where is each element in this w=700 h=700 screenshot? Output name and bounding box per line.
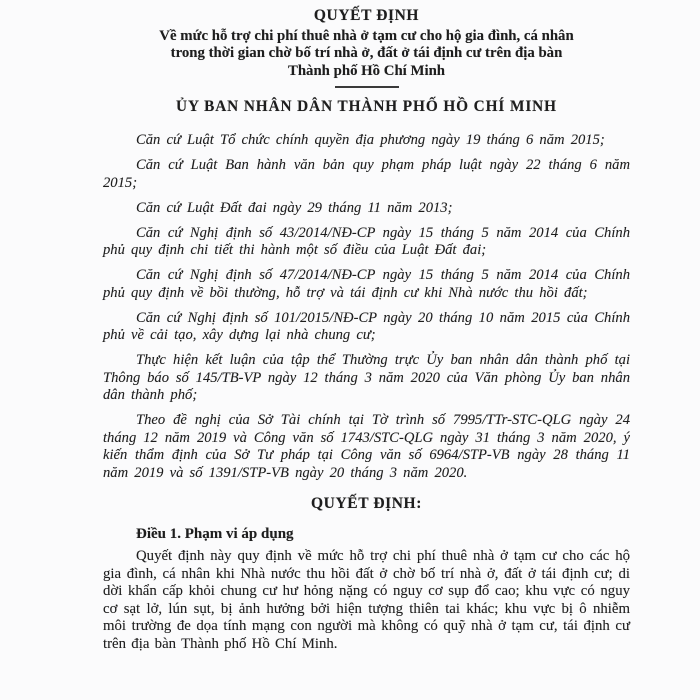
document-subtitle [103,28,630,80]
preamble-paragraph: Căn cứ Nghị định số 47/2014/NĐ-CP ngày 15 tháng 5 năm 2014 của Chính phủ quy định về bồi thường, hỗ trợ và tái định cư khi Nhà nước thu hồi đất; [103,267,630,301]
subtitle-line-2: trong thời gian chờ bố trí nhà ở, đất ở tái định cư trên địa bàn [170,45,563,62]
preamble-paragraph: Căn cứ Nghị định số 43/2014/NĐ-CP ngày 15 tháng 5 năm 2014 của Chính phủ quy định chi tiết thi hành một số điều của Luật Đất đai; [103,224,630,259]
preamble-section [103,132,630,482]
decision-heading: QUYẾT ĐỊNH: [311,495,422,513]
issuing-authority: ỦY BAN NHÂN DÂN THÀNH PHỐ HỒ CHÍ MINH [176,98,557,116]
preamble-paragraph: Căn cứ Luật Ban hành văn bản quy phạm pháp luật ngày 22 tháng 6 năm 2015; [103,157,630,191]
subtitle-line-1: Về mức hỗ trợ chi phí thuê nhà ở tạm cư cho hộ gia đình, cá nhân [159,28,574,44]
article-1-body: Quyết định này quy định về mức hỗ trợ chi phí thuê nhà ở tạm cư cho các hộ gia đình, cá nhân khi Nhà nước thu hồi đất ở chờ bố trí nhà ở, đất ở tái định cư; di dời khẩn cấp khỏi chung cư hư hỏng nặng có nguy cơ sụp đổ cao; khu vực có nguy cơ sạt lở, lún sụt, bị ảnh hưởng bởi hiện tượng thiên tai khác; khu vực bị ô nhiễm môi trường đe dọa tính mạng con người mà không có quỹ nhà ở tạm cư, tái định cư trên địa bàn Thành phố Hồ Chí Minh. [103,548,630,652]
article-1-title: Điều 1. Phạm vi áp dụng [136,526,294,543]
preamble-paragraph: Căn cứ Nghị định số 101/2015/NĐ-CP ngày 20 tháng 10 năm 2015 của Chính phủ về cải tạo, xây dựng lại nhà chung cư; [103,309,630,344]
title-divider [335,86,399,88]
preamble-paragraph: Căn cứ Luật Tổ chức chính quyền địa phương ngày 19 tháng 6 năm 2015; [136,132,605,149]
preamble-paragraph: Theo đề nghị của Sở Tài chính tại Tờ trình số 7995/TTr-STC-QLG ngày 24 tháng 12 năm 2019 và Công văn số 1743/STC-QLG ngày 31 tháng 3 năm 2020, ý kiến thẩm định của Sở Tư pháp tại Công văn số 6964/STP-VB ngày 28 tháng 11 năm 2019 và số 1391/STP-VB ngày 20 tháng 3 năm 2020. [103,412,630,481]
preamble-paragraph: Thực hiện kết luận của tập thể Thường trực Ủy ban nhân dân thành phố tại Thông báo số 145/TB-VP ngày 12 tháng 3 năm 2020 của Văn phòng Ủy ban nhân dân thành phố; [103,352,630,404]
preamble-paragraph: Căn cứ Luật Đất đai ngày 29 tháng 11 năm 2013; [136,199,453,216]
subtitle-line-3: Thành phố Hồ Chí Minh [287,62,446,79]
document-title: QUYẾT ĐỊNH [313,7,420,24]
